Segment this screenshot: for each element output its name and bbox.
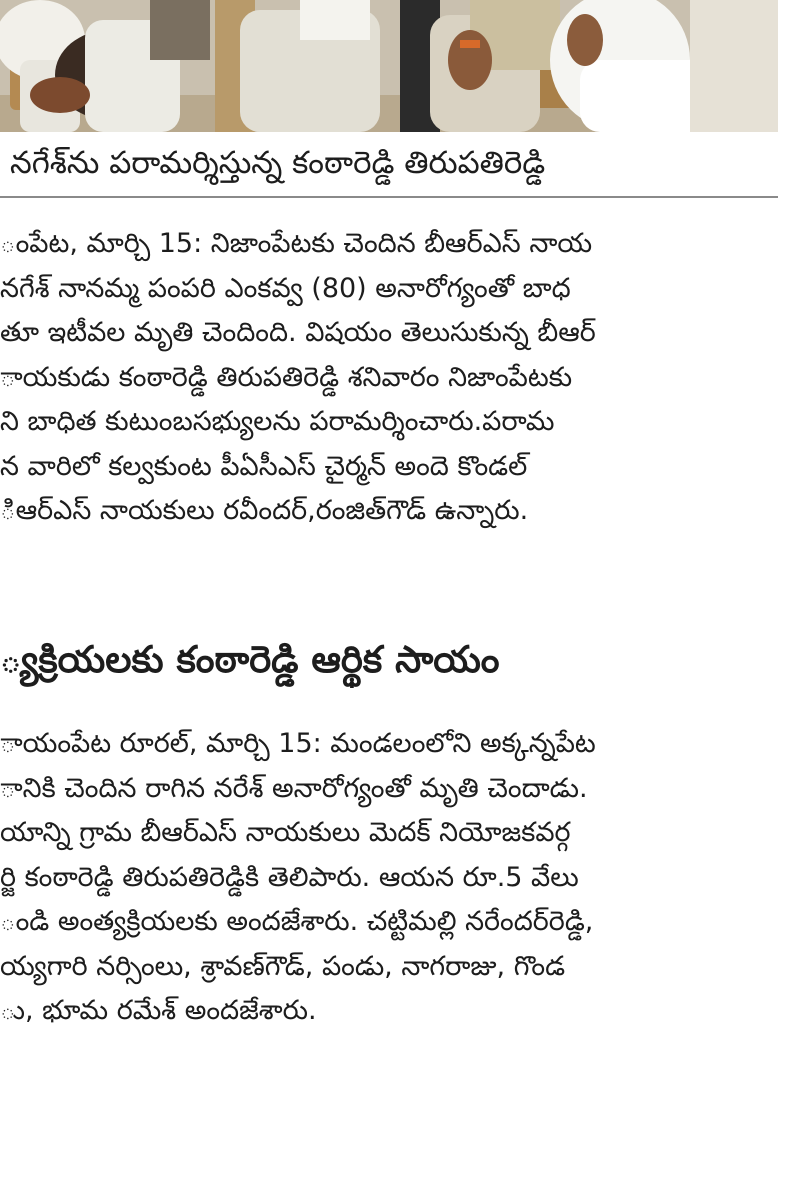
news-photo xyxy=(0,0,778,132)
article-headline: ్యక్రియలకు కంఠారెడ్డి ఆర్థిక సాయం xyxy=(0,638,500,681)
news-photo-illustration xyxy=(0,0,778,132)
article-line: న వారిలో కల్వకుంట పీఏసీఎస్ చైర్మన్ అందె కొండల్ xyxy=(0,450,528,482)
article-body-2 xyxy=(0,722,790,1034)
article-line: యాన్ని గ్రామ బీఆర్ఎస్ నాయకులు మెదక్ నియోజకవర్గ xyxy=(0,817,571,848)
caption-divider xyxy=(0,196,778,198)
article-line: ాయకుడు కంఠారెడ్డి తిరుపతిరెడ్డి శనివారం నిజాంపేటకు xyxy=(0,361,573,393)
article-line: ిఆర్ఎస్ నాయకులు రవీందర్,రంజిత్‌గౌడ్ ఉన్నారు. xyxy=(0,495,529,526)
article-line: ు, భూమ రమేశ్ అందజేశారు. xyxy=(0,995,317,1026)
article-line: ర్జి కంఠారెడ్డి తిరుపతిరెడ్డికి తెలిపారు. ఆయన రూ.5 వేలు xyxy=(0,861,579,893)
article-line: య్యగారి నర్సింలు, శ్రావణ్‌గౌడ్, పండు, నాగరాజు, గొండ xyxy=(0,950,566,982)
photo-caption: నగేశ్‌ను పరామర్శిస్తున్న కంఠారెడ్డి తిరుపతిరెడ్డి xyxy=(10,145,546,181)
article-line: నగేశ్ నానమ్మ పంపరి ఎంకవ్వ (80) అనారోగ్యంతో బాధ xyxy=(0,272,571,304)
article-line: తూ ఇటీవల మృతి చెందింది. విషయం తెలుసుకున్న బీఆర్ xyxy=(0,317,596,348)
article-line: ంపేట, మార్చి 15: నిజాంపేటకు చెందిన బీఆర్ఎస్ నాయ xyxy=(0,228,593,259)
article-line: ండి అంత్యక్రియలకు అందజేశారు. చట్టిమల్లి నరేందర్‌రెడ్డి, xyxy=(0,906,594,937)
article-line: ాయంపేట రూరల్, మార్చి 15: మండలంలోని అక్కన్నపేట xyxy=(0,728,596,759)
article-body-1 xyxy=(0,222,790,534)
article-line: ానికి చెందిన రాగిన నరేశ్ అనారోగ్యంతో మృతి చెందాడు. xyxy=(0,772,588,804)
article-line: ని బాధిత కుటుంబసభ్యులను పరామర్శించారు.పరామ xyxy=(0,406,555,437)
